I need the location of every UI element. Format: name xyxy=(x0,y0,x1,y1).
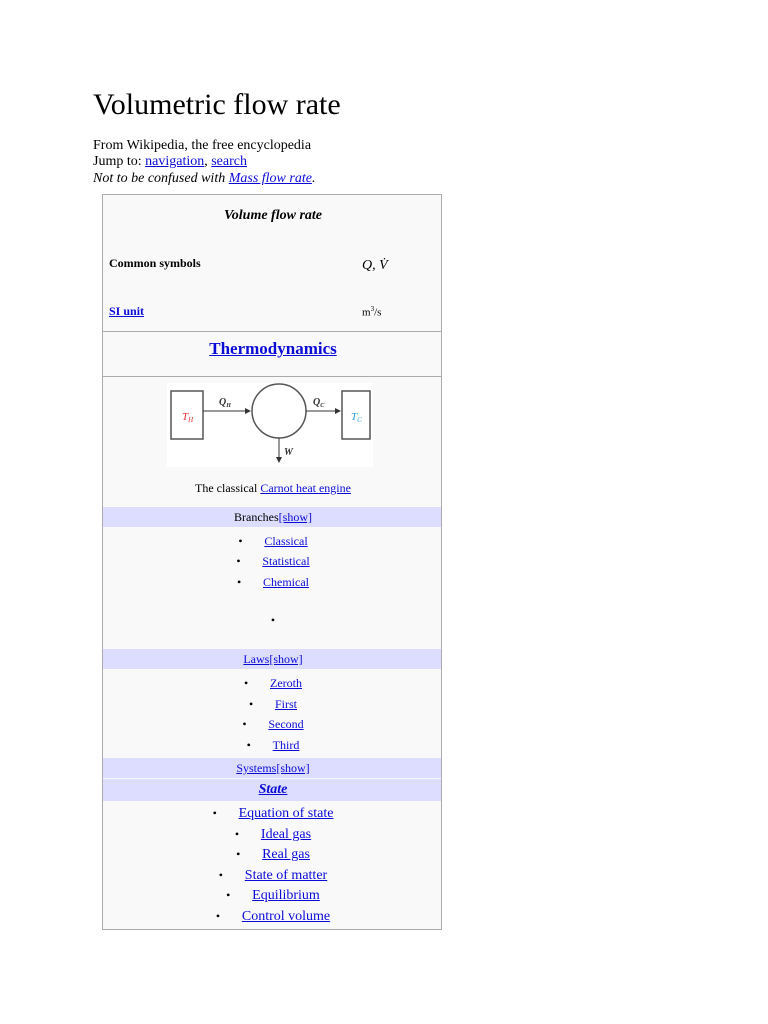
branches-label: Branches xyxy=(234,510,279,524)
list-item xyxy=(103,846,442,863)
carnot-heat-engine-link[interactable]: Carnot heat engine xyxy=(260,481,351,495)
second-law-link[interactable]: Second xyxy=(268,717,304,731)
jump-separator: , xyxy=(204,154,208,169)
bullet-icon: • xyxy=(244,676,249,690)
chemical-link[interactable]: Chemical xyxy=(263,575,309,589)
bullet-icon: • xyxy=(270,613,276,627)
equation-of-state-link[interactable]: Equation of state xyxy=(238,806,334,821)
infobox xyxy=(102,194,442,930)
list-item xyxy=(103,737,442,753)
mass-flow-rate-link[interactable]: Mass flow rate xyxy=(228,171,312,186)
bullet-icon: • xyxy=(212,806,217,820)
zeroth-law-link[interactable]: Zeroth xyxy=(270,676,302,690)
list-item xyxy=(103,553,442,569)
list-item xyxy=(103,826,442,843)
work-label: W xyxy=(284,447,293,458)
list-item xyxy=(103,867,442,884)
list-item xyxy=(103,805,442,822)
systems-link[interactable]: Systems xyxy=(236,761,277,775)
cold-reservoir-label: TC xyxy=(351,411,362,424)
caption-text: The classical xyxy=(195,481,258,495)
systems-header xyxy=(103,758,442,778)
ideal-gas-link[interactable]: Ideal gas xyxy=(260,827,312,842)
third-law-link[interactable]: Third xyxy=(272,738,300,752)
hatnote-text: Not to be confused with xyxy=(93,171,226,186)
site-subtitle: From Wikipedia, the free encyclopedia xyxy=(93,138,312,153)
state-link[interactable]: State xyxy=(258,782,288,797)
equilibrium-link[interactable]: Equilibrium xyxy=(252,888,320,903)
jump-links xyxy=(93,154,247,170)
list-item xyxy=(103,675,442,691)
state-header xyxy=(103,779,442,801)
si-unit-base: m xyxy=(362,306,371,319)
laws-show-link[interactable]: [show] xyxy=(269,652,303,666)
common-symbols-label: Common symbols xyxy=(109,256,201,270)
bullet-icon: • xyxy=(215,909,221,923)
list-item xyxy=(103,716,442,732)
bullet-icon: • xyxy=(218,868,223,882)
hot-reservoir-label: TH xyxy=(182,411,194,424)
page-title: Volumetric flow rate xyxy=(93,88,341,121)
heat-out-label: $Q_C$ xyxy=(313,397,325,409)
infobox-title: Volume flow rate xyxy=(223,208,322,223)
infobox-divider xyxy=(103,331,442,332)
carnot-engine-diagram[interactable] xyxy=(167,383,373,467)
list-item xyxy=(103,887,442,904)
laws-header xyxy=(103,649,442,669)
laws-link[interactable]: Laws xyxy=(243,652,270,666)
bullet-icon: • xyxy=(236,554,241,568)
bullet-icon: • xyxy=(238,534,243,548)
list-item-empty xyxy=(103,612,442,628)
bullet-icon: • xyxy=(234,827,240,841)
bullet-icon: • xyxy=(248,697,254,711)
bullet-icon: • xyxy=(246,738,251,752)
thermodynamics-link[interactable]: Thermodynamics xyxy=(209,339,337,358)
control-volume-link[interactable]: Control volume xyxy=(241,909,331,924)
common-symbols-value: Q, V̇ xyxy=(362,258,388,273)
state-of-matter-link[interactable]: State of matter xyxy=(244,868,328,883)
first-law-link[interactable]: First xyxy=(274,697,297,711)
si-unit-rest: /s xyxy=(374,306,382,319)
jump-to-label: Jump to: xyxy=(93,154,142,169)
si-unit-exponent: 3 xyxy=(370,305,375,313)
statistical-link[interactable]: Statistical xyxy=(262,554,310,568)
engine-circle xyxy=(252,384,306,438)
bullet-icon: • xyxy=(226,888,231,902)
list-item xyxy=(103,533,442,549)
real-gas-link[interactable]: Real gas xyxy=(262,847,310,862)
hatnote xyxy=(93,171,315,187)
diagram-caption xyxy=(103,481,442,496)
branches-show-link[interactable]: [show] xyxy=(278,510,312,524)
bullet-icon: • xyxy=(237,575,242,589)
list-item xyxy=(103,908,442,925)
systems-show-link[interactable]: [show] xyxy=(276,761,310,775)
navigation-link[interactable]: navigation xyxy=(145,154,205,169)
si-unit-link[interactable]: SI unit xyxy=(109,304,145,318)
bullet-icon: • xyxy=(242,717,247,731)
bullet-icon: • xyxy=(236,847,241,861)
search-link[interactable]: search xyxy=(211,154,247,169)
classical-link[interactable]: Classical xyxy=(264,534,308,548)
list-item xyxy=(103,574,442,590)
infobox-divider xyxy=(103,376,442,377)
si-unit-value xyxy=(362,305,381,319)
branches-header xyxy=(103,507,442,527)
hatnote-period: . xyxy=(311,171,316,186)
list-item xyxy=(103,696,442,712)
heat-in-label: $Q_H$ xyxy=(219,397,231,409)
